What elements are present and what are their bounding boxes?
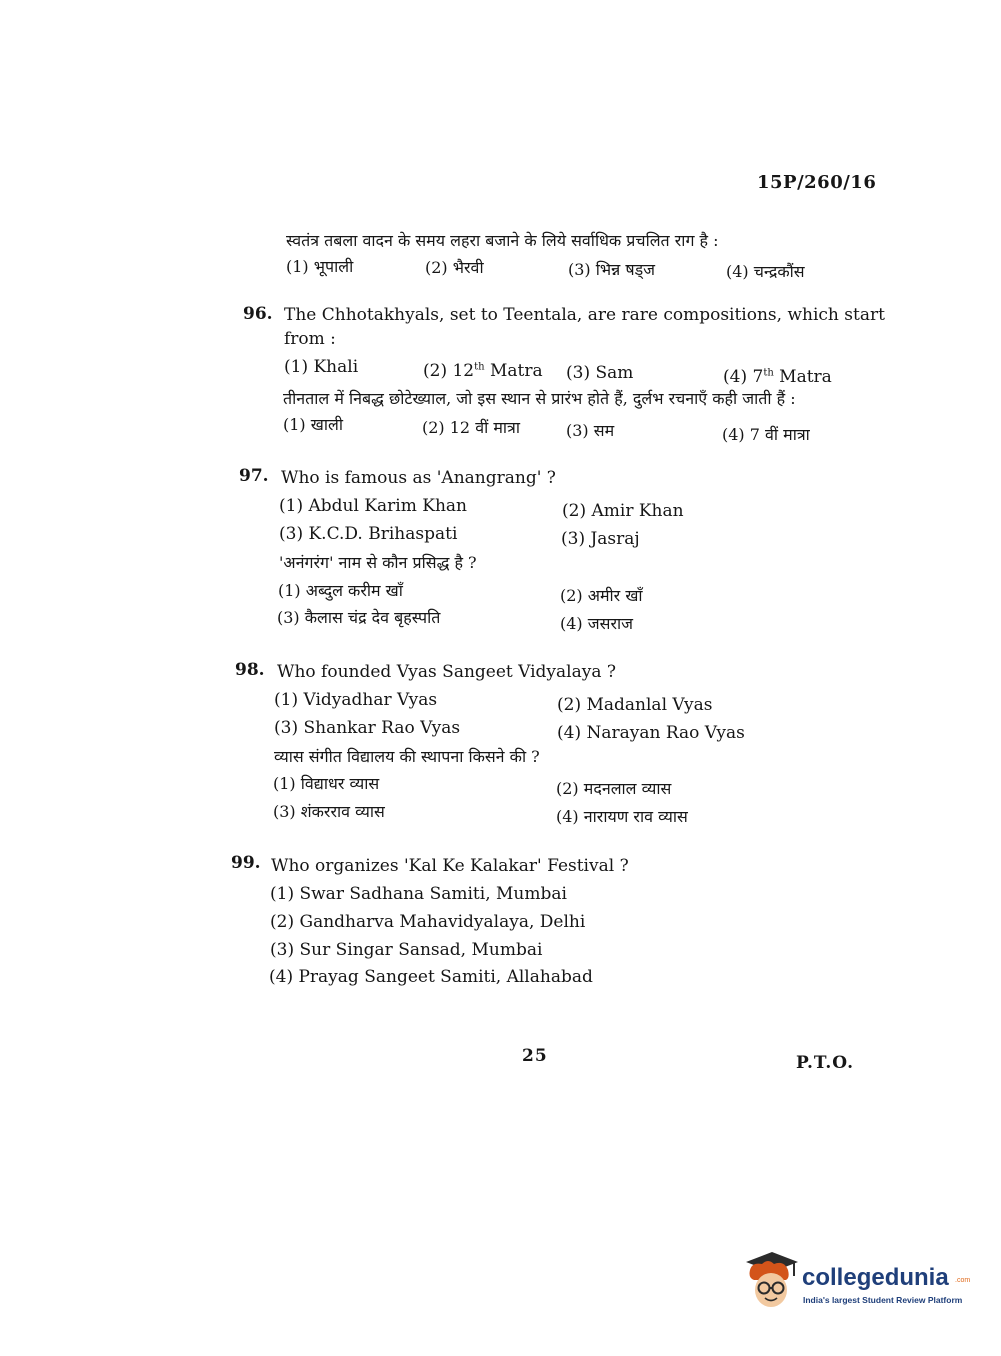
q95-hindi-question: स्वतंत्र तबला वादन के समय लहरा बजाने के लिये सर्वाधिक प्रचलित राग है : (286, 231, 719, 250)
q96-hindi-option-4: (4) 7 वीं मात्रा (722, 425, 810, 444)
paper-code: 15P/260/16 (757, 172, 877, 193)
q99-option-3: (3) Sur Singar Sansad, Mumbai (270, 940, 543, 960)
q98-number: 98. (235, 660, 265, 680)
q96-option-2 (423, 361, 543, 381)
q97-hindi-option-3: (3) कैलास चंद्र देव बृहस्पति (277, 608, 441, 627)
q97-option-2: (2) Amir Khan (562, 501, 684, 521)
q95-hindi-option-3: (3) भिन्न षड्ज (568, 260, 656, 279)
q95-hindi-option-4: (4) चन्द्रकौंस (726, 262, 805, 281)
q99-option-4: (4) Prayag Sangeet Samiti, Allahabad (269, 967, 593, 987)
q96-option-2-main: (2) 12 (423, 361, 475, 381)
q98-text: Who founded Vyas Sangeet Vidyalaya ? (277, 662, 617, 682)
q97-option-4: (3) Jasraj (561, 529, 640, 549)
logo-tagline: India's largest Student Review Platform (803, 1295, 963, 1305)
q96-text-line1: The Chhotakhyals, set to Teentala, are rare compositions, which start (284, 305, 885, 325)
q99-option-2: (2) Gandharva Mahavidyalaya, Delhi (270, 912, 586, 932)
q97-option-1: (1) Abdul Karim Khan (279, 496, 467, 516)
q98-option-3: (3) Shankar Rao Vyas (274, 718, 461, 738)
collegedunia-logo (742, 1250, 971, 1312)
q96-option-3: (3) Sam (566, 363, 634, 383)
q96-option-4-sup: th (763, 367, 774, 379)
q96-option-4 (723, 367, 832, 387)
q96-option-2-tail: Matra (484, 361, 543, 381)
q96-option-4-tail: Matra (773, 367, 832, 387)
q96-hindi-question: तीनताल में निबद्ध छोटेख्याल, जो इस स्थान से प्रारंभ होते हैं, दुर्लभ रचनाएँ कही जाती हैं : (283, 389, 796, 408)
pto-label: P.T.O. (796, 1053, 854, 1073)
q99-option-1: (1) Swar Sadhana Samiti, Mumbai (270, 884, 567, 904)
q98-hindi-question: व्यास संगीत विद्यालय की स्थापना किसने की ? (274, 747, 540, 766)
q96-hindi-option-1: (1) खाली (283, 415, 343, 434)
q98-hindi-option-4: (4) नारायण राव व्यास (556, 807, 688, 826)
q98-option-4: (4) Narayan Rao Vyas (557, 723, 745, 743)
logo-domain-suffix: .com (955, 1277, 971, 1284)
q97-hindi-option-1: (1) अब्दुल करीम खाँ (278, 581, 403, 600)
q98-hindi-option-1: (1) विद्याधर व्यास (273, 774, 380, 793)
q95-hindi-option-1: (1) भूपाली (286, 257, 354, 276)
q98-option-1: (1) Vidyadhar Vyas (274, 690, 438, 710)
q96-hindi-option-2: (2) 12 वीं मात्रा (422, 418, 521, 437)
q96-hindi-option-3: (3) सम (566, 421, 615, 440)
q99-number: 99. (231, 853, 261, 873)
q96-option-4-main: (4) 7 (723, 367, 764, 387)
q95-hindi-option-2: (2) भैरवी (425, 258, 484, 277)
q97-hindi-option-2: (2) अमीर खाँ (560, 586, 643, 605)
q96-text-line2: from : (284, 329, 336, 349)
q98-hindi-option-2: (2) मदनलाल व्यास (556, 779, 672, 798)
q97-option-3: (3) K.C.D. Brihaspati (279, 524, 458, 544)
q96-option-1: (1) Khali (284, 357, 359, 377)
q96-number: 96. (243, 304, 273, 324)
q99-text: Who organizes 'Kal Ke Kalakar' Festival ? (271, 856, 629, 876)
q97-text: Who is famous as 'Anangrang' ? (281, 468, 556, 488)
q98-option-2: (2) Madanlal Vyas (557, 695, 713, 715)
q96-option-2-sup: th (474, 361, 485, 373)
q97-number: 97. (239, 466, 269, 486)
student-mascot-icon (742, 1250, 800, 1312)
logo-wordmark: collegedunia (802, 1264, 949, 1291)
q97-hindi-option-4: (4) जसराज (560, 614, 633, 633)
q98-hindi-option-3: (3) शंकरराव व्यास (273, 802, 385, 821)
q97-hindi-question: 'अनंगरंग' नाम से कौन प्रसिद्ध है ? (279, 553, 477, 572)
page-number: 25 (522, 1046, 548, 1066)
